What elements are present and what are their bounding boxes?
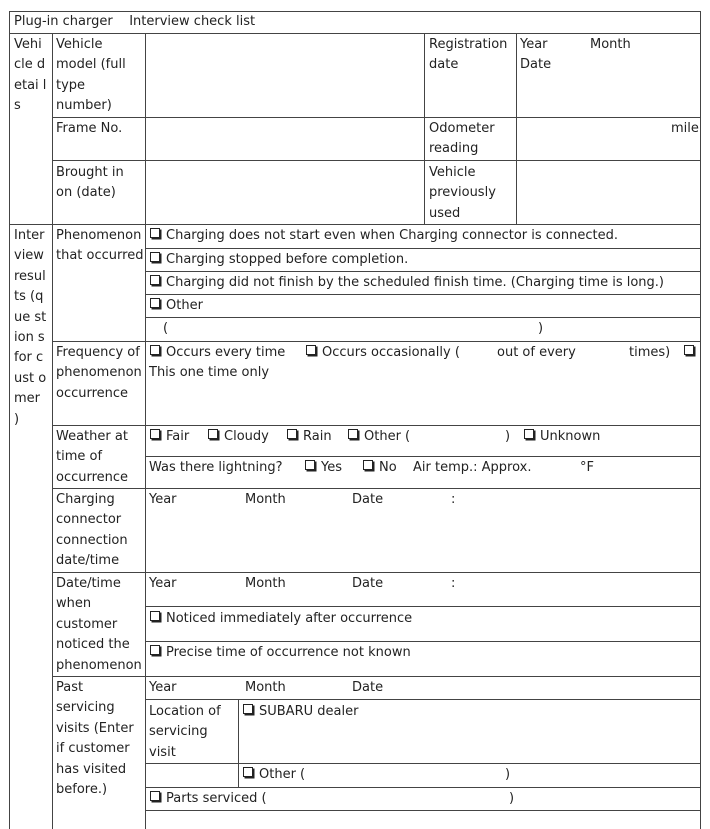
- rule: [52, 425, 700, 426]
- noticed-date-label: Date: [352, 576, 384, 591]
- other-close-paren: ): [538, 321, 544, 336]
- phenomenon-option-3-text: Charging did not finish by the scheduled finish time. (Charging time is long.): [166, 275, 664, 290]
- phenomenon-label: Phenomenon that occurred: [56, 228, 144, 264]
- registration-date-day-label: Date: [520, 57, 552, 72]
- phenomenon-option-1[interactable]: [149, 226, 618, 246]
- rule: [52, 488, 700, 489]
- checkbox-icon[interactable]: [243, 704, 253, 714]
- rule: [700, 11, 701, 829]
- vehicle-model-field[interactable]: [146, 34, 424, 117]
- servicing-year-label: Year: [149, 680, 177, 695]
- rule: [145, 271, 700, 272]
- rule: [145, 456, 700, 457]
- rule: [52, 341, 700, 342]
- weather-rain[interactable]: [286, 427, 332, 447]
- section-label-vehicle-details: Vehi cle detai ls: [14, 37, 47, 114]
- weather-cloudy-text: Cloudy: [224, 429, 269, 444]
- frame-number-field[interactable]: [146, 118, 424, 160]
- frequency-out-of-every: out of every: [497, 345, 576, 360]
- registration-year-label: Year: [520, 37, 548, 52]
- registration-date-label: Registration date: [429, 37, 508, 73]
- rule: [145, 294, 700, 295]
- checkbox-icon[interactable]: [524, 429, 534, 439]
- frequency-every-time[interactable]: [149, 343, 285, 363]
- noticed-immediately[interactable]: [149, 609, 412, 629]
- vehicle-model-label: Vehicle model (full type number): [56, 37, 126, 114]
- checkbox-icon[interactable]: [150, 345, 160, 355]
- noticed-time-unknown[interactable]: [149, 643, 411, 663]
- servicing-location-label: Location of servicing visit: [149, 704, 221, 760]
- rule: [145, 317, 700, 318]
- frequency-one-time-text: This one time only: [149, 365, 270, 380]
- previously-used-label: Vehicle previously used: [429, 165, 496, 221]
- weather-unknown[interactable]: [523, 427, 600, 447]
- other-open-paren: (: [163, 321, 169, 336]
- noticed-year-label: Year: [149, 576, 177, 591]
- checkbox-icon[interactable]: [684, 345, 694, 355]
- frequency-one-time-checkbox[interactable]: [683, 343, 700, 363]
- lightning-question: Was there lightning?: [149, 460, 283, 475]
- frequency-occasionally-text: Occurs occasionally (: [322, 345, 460, 360]
- servicing-other-close: ): [505, 767, 511, 782]
- connection-month-label: Month: [245, 492, 286, 507]
- checkbox-icon[interactable]: [150, 298, 160, 308]
- odometer-unit: mile: [671, 121, 699, 136]
- servicing-subaru-dealer[interactable]: [242, 702, 358, 722]
- weather-other[interactable]: [347, 427, 410, 447]
- brought-in-field[interactable]: [146, 161, 424, 224]
- rule: [238, 699, 239, 787]
- checkbox-icon[interactable]: [363, 460, 373, 470]
- rule: [145, 810, 700, 811]
- checkbox-icon[interactable]: [306, 345, 316, 355]
- rule: [145, 699, 700, 700]
- checkbox-icon[interactable]: [348, 429, 358, 439]
- rule: [145, 248, 700, 249]
- weather-rain-text: Rain: [303, 429, 332, 444]
- connection-time-colon: :: [451, 492, 456, 507]
- air-temp-unit: °F: [580, 460, 594, 475]
- checkbox-icon[interactable]: [287, 429, 297, 439]
- rule: [516, 33, 517, 224]
- rule: [9, 224, 700, 225]
- servicing-month-label: Month: [245, 680, 286, 695]
- checkbox-icon[interactable]: [150, 275, 160, 285]
- noticed-time-colon: :: [451, 576, 456, 591]
- past-servicing-label: Past servicing visits (Enter if customer has visited before.): [56, 680, 134, 798]
- parts-serviced[interactable]: [149, 789, 267, 809]
- weather-other-text: Other (: [364, 429, 411, 444]
- checkbox-icon[interactable]: [208, 429, 218, 439]
- weather-label: Weather at time of occurrence: [56, 429, 129, 485]
- noticed-datetime-label: Date/time when customer noticed the phenomenon: [56, 576, 142, 673]
- rule: [52, 572, 700, 573]
- parts-serviced-text: Parts serviced (: [166, 791, 267, 806]
- rule: [424, 33, 425, 224]
- servicing-other[interactable]: [242, 765, 305, 785]
- form-title: Plug-in charger Interview check list: [14, 14, 256, 29]
- weather-other-close: ): [505, 429, 511, 444]
- rule: [52, 676, 700, 677]
- servicing-subaru-dealer-text: SUBARU dealer: [259, 704, 359, 719]
- lightning-yes[interactable]: [304, 458, 342, 478]
- checkbox-icon[interactable]: [305, 460, 315, 470]
- parts-serviced-close: ): [509, 791, 515, 806]
- checkbox-icon[interactable]: [150, 252, 160, 262]
- weather-fair[interactable]: [149, 427, 189, 447]
- frequency-label: Frequency of phenomenon occurrence: [56, 345, 142, 401]
- rule: [52, 33, 53, 829]
- checkbox-icon[interactable]: [150, 611, 160, 621]
- frequency-occasionally[interactable]: [305, 343, 460, 363]
- noticed-time-unknown-text: Precise time of occurrence not known: [166, 645, 411, 660]
- phenomenon-option-other[interactable]: [149, 296, 203, 316]
- weather-cloudy[interactable]: [207, 427, 269, 447]
- rule: [145, 787, 700, 788]
- checkbox-icon[interactable]: [150, 645, 160, 655]
- odometer-label: Odometer reading: [429, 121, 495, 157]
- brought-in-label: Brought in on (date): [56, 165, 124, 201]
- servicing-other-text: Other (: [259, 767, 306, 782]
- rule: [145, 606, 700, 607]
- checkbox-icon[interactable]: [150, 228, 160, 238]
- phenomenon-option-2[interactable]: [149, 250, 408, 270]
- noticed-immediately-text: Noticed immediately after occurrence: [166, 611, 413, 626]
- rule: [9, 11, 10, 829]
- connection-year-label: Year: [149, 492, 177, 507]
- servicing-date-label: Date: [352, 680, 384, 695]
- registration-month-label: Month: [590, 37, 631, 52]
- air-temp-label: Air temp.: Approx.: [413, 460, 532, 475]
- rule: [145, 641, 700, 642]
- section-label-interview-results: Inter view resul ts (que stion s for cust omer ): [14, 228, 47, 427]
- noticed-month-label: Month: [245, 576, 286, 591]
- lightning-yes-text: Yes: [321, 460, 342, 475]
- lightning-no[interactable]: [362, 458, 397, 478]
- phenomenon-option-1-text: Charging does not start even when Charging connector is connected.: [166, 228, 618, 243]
- connection-date-label: Date: [352, 492, 384, 507]
- frequency-times: times): [629, 345, 671, 360]
- phenomenon-option-3[interactable]: [149, 273, 664, 293]
- checkbox-icon[interactable]: [150, 429, 160, 439]
- weather-unknown-text: Unknown: [540, 429, 601, 444]
- connection-datetime-label: Charging connector connection date/time: [56, 492, 128, 569]
- checkbox-icon[interactable]: [150, 791, 160, 801]
- phenomenon-option-2-text: Charging stopped before completion.: [166, 252, 409, 267]
- checkbox-icon[interactable]: [243, 767, 253, 777]
- phenomenon-option-other-text: Other: [166, 298, 203, 313]
- frame-number-label: Frame No.: [56, 121, 123, 136]
- lightning-no-text: No: [379, 460, 397, 475]
- frequency-every-time-text: Occurs every time: [166, 345, 286, 360]
- weather-fair-text: Fair: [166, 429, 190, 444]
